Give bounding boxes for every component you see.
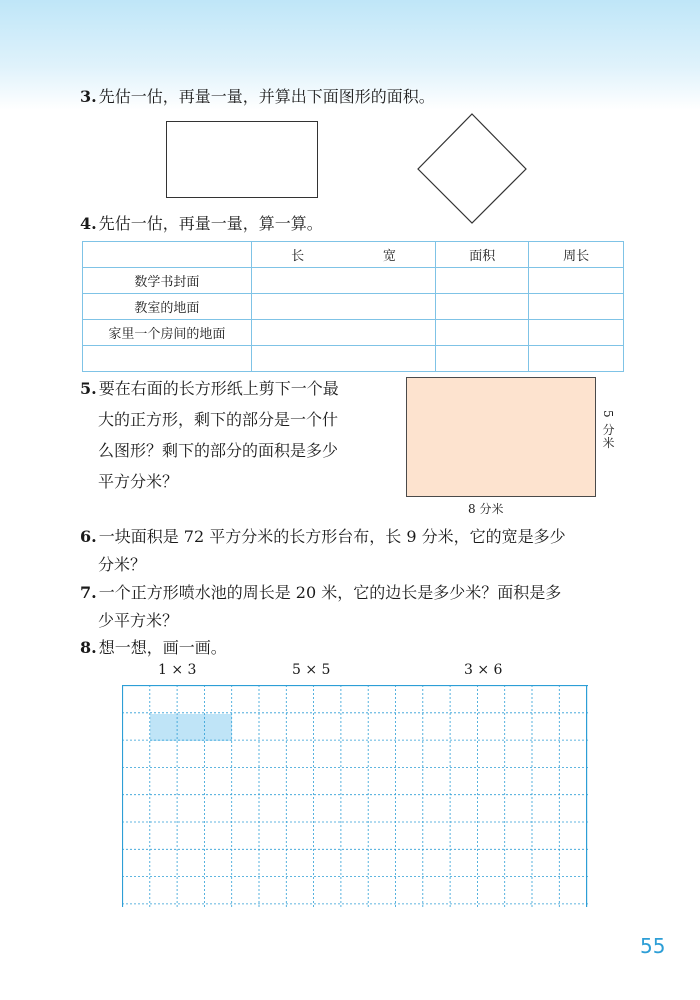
question-text: 先估一估，再量一量，并算出下面图形的面积。 [98, 87, 435, 106]
page-number: 55 [640, 934, 666, 958]
header-area: 面积 [436, 242, 529, 268]
question-5 [80, 373, 339, 497]
answer-cell[interactable] [436, 268, 529, 294]
question-number: 3. [80, 87, 97, 106]
header-perimeter: 周长 [529, 242, 624, 268]
header-width: 宽 [382, 249, 396, 264]
answer-cell[interactable] [529, 346, 624, 372]
grid-label-3x6: 3 × 6 [464, 662, 503, 678]
answer-cell[interactable] [251, 346, 436, 372]
question-number: 5. [80, 379, 97, 398]
table-row [83, 294, 624, 320]
answer-cell[interactable] [251, 294, 436, 320]
answer-cell[interactable] [436, 294, 529, 320]
answer-cell[interactable] [529, 294, 624, 320]
question-line: 要在右面的长方形纸上剪下一个最 [98, 379, 339, 398]
answer-cell[interactable] [529, 320, 624, 346]
header-length: 长 [291, 249, 305, 264]
answer-cell[interactable] [436, 320, 529, 346]
drawing-grid[interactable] [122, 685, 588, 907]
dimension-label-side: 5 分米 [601, 410, 615, 450]
rectangle-figure [166, 121, 318, 198]
table-row [83, 320, 624, 346]
question-number: 8. [80, 638, 97, 657]
question-4 [80, 210, 323, 238]
question-text: 想一想，画一画。 [98, 638, 227, 657]
answer-cell[interactable] [529, 268, 624, 294]
table-cell [83, 242, 252, 268]
rhombus-figure [416, 113, 528, 225]
question-3 [80, 83, 435, 111]
question-8 [80, 634, 227, 662]
question-number: 6. [80, 527, 97, 546]
paper-rectangle [406, 377, 596, 497]
row-label [83, 346, 252, 372]
question-7 [80, 579, 561, 635]
answer-cell[interactable] [251, 320, 436, 346]
question-line: 分米？ [98, 555, 147, 574]
table-row [83, 268, 624, 294]
grid-label-1x3: 1 × 3 [158, 662, 197, 678]
answer-cell[interactable] [436, 346, 529, 372]
row-label: 教室的地面 [83, 294, 252, 320]
table-cell [251, 242, 436, 268]
question-text: 先估一估，再量一量，算一算。 [98, 214, 323, 233]
question-line: 大的正方形，剩下的部分是一个什 [98, 410, 339, 429]
question-6 [80, 523, 566, 579]
question-number: 4. [80, 214, 97, 233]
example-rectangle-1x3 [150, 714, 232, 741]
row-label: 家里一个房间的地面 [83, 320, 252, 346]
dimension-label-bottom: 8 分米 [468, 502, 504, 516]
row-label: 数学书封面 [83, 268, 252, 294]
question-line: 么图形？剩下的部分的面积是多少 [98, 441, 339, 460]
answer-cell[interactable] [251, 268, 436, 294]
question-line: 平方分米？ [98, 472, 179, 491]
question-line: 少平方米？ [98, 611, 179, 630]
grid-label-5x5: 5 × 5 [292, 662, 331, 678]
measurement-table [82, 241, 624, 372]
question-line: 一个正方形喷水池的周长是 20 米，它的边长是多少米？面积是多 [98, 583, 562, 602]
question-line: 一块面积是 72 平方分米的长方形台布，长 9 分米，它的宽是多少 [98, 527, 566, 546]
table-header-row [83, 242, 624, 268]
question-number: 7. [80, 583, 97, 602]
table-row [83, 346, 624, 372]
